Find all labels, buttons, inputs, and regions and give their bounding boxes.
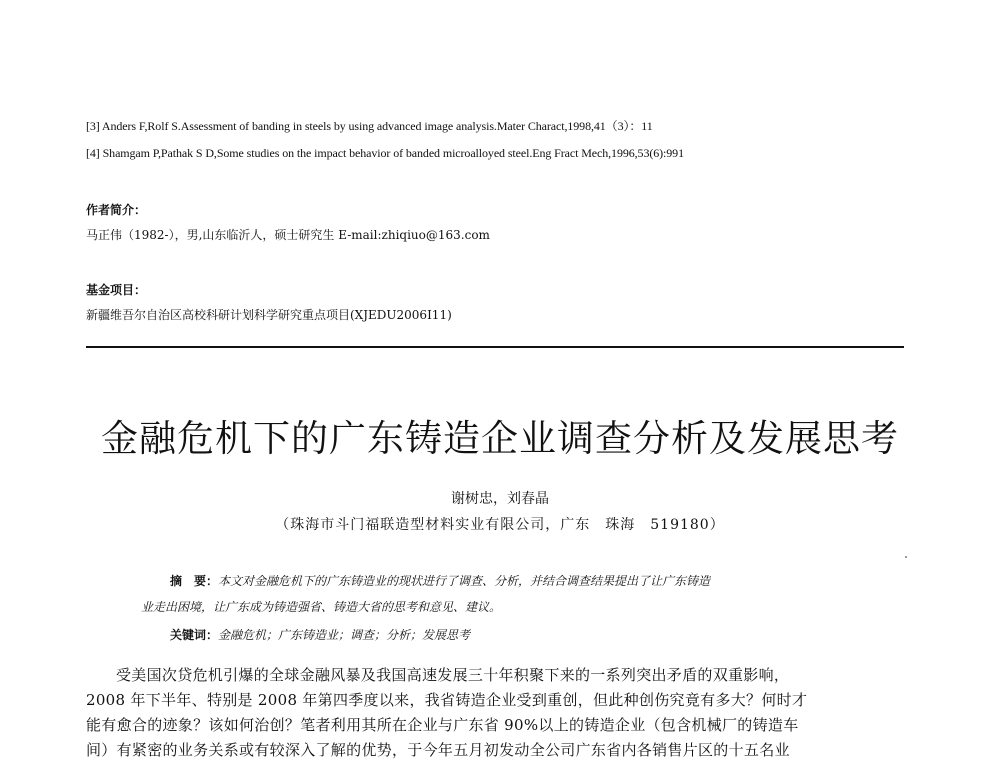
paper-authors: 谢树忠，刘春晶	[451, 491, 549, 507]
body-line-2: 2008 年下半年、特别是 2008 年第四季度以来，我省铸造企业受到重创，但此种创伤究竟有多大？何时才	[86, 691, 808, 709]
reference-4: [4] Shamgam P,Pathak S D,Some studies on the impact behavior of banded microalloyed steel.Eng Fract Mech,1996,53(6):991	[86, 146, 684, 160]
abstract-text-2: 业走出困境，让广东成为铸造强省、铸造大省的思考和意见、建议。	[141, 600, 502, 614]
keywords-line	[170, 626, 470, 643]
abstract-label: 摘 要：	[170, 574, 219, 588]
keywords-text: 金融危机；广东铸造业；调查；分析；发展思考	[218, 628, 471, 642]
author-intro-text: 马正伟（1982-），男,山东临沂人，硕士研究生 E-mail:zhiqiuo@163.com	[86, 228, 490, 242]
abstract-text-1: 本文对金融危机下的广东铸造业的现状进行了调查、分析，并结合调查结果提出了让广东铸造	[218, 574, 711, 588]
fund-text: 新疆维吾尔自治区高校科研计划科学研究重点项目(XJEDU2006I11)	[86, 308, 452, 322]
abstract-line-1	[170, 572, 710, 589]
scan-speck	[905, 556, 907, 558]
author-intro-heading: 作者简介：	[86, 203, 147, 217]
paper-affiliation: （珠海市斗门福联造型材料实业有限公司，广东 珠海 519180）	[275, 517, 725, 533]
body-line-1: 受美国次贷危机引爆的全球金融风暴及我国高速发展三十年积聚下来的一系列突出矛盾的双重影响，	[116, 666, 790, 684]
reference-3: [3] Anders F,Rolf S.Assessment of banding in steels by using advanced image analysis.Mater Charact,1998,41（3）：11	[86, 119, 653, 133]
body-line-3: 能有愈合的迹象？该如何治创？笔者利用其所在企业与广东省 90%以上的铸造企业（包含机械厂的铸造车	[86, 716, 799, 734]
keywords-label: 关键词：	[170, 628, 219, 642]
section-divider	[86, 346, 904, 348]
fund-heading: 基金项目：	[86, 283, 147, 297]
paper-title: 金融危机下的广东铸造企业调查分析及发展思考	[101, 417, 899, 460]
body-line-4: 间）有紧密的业务关系或有较深入了解的优势，于今年五月初发动全公司广东省内各销售片区的十五名业	[86, 741, 790, 759]
